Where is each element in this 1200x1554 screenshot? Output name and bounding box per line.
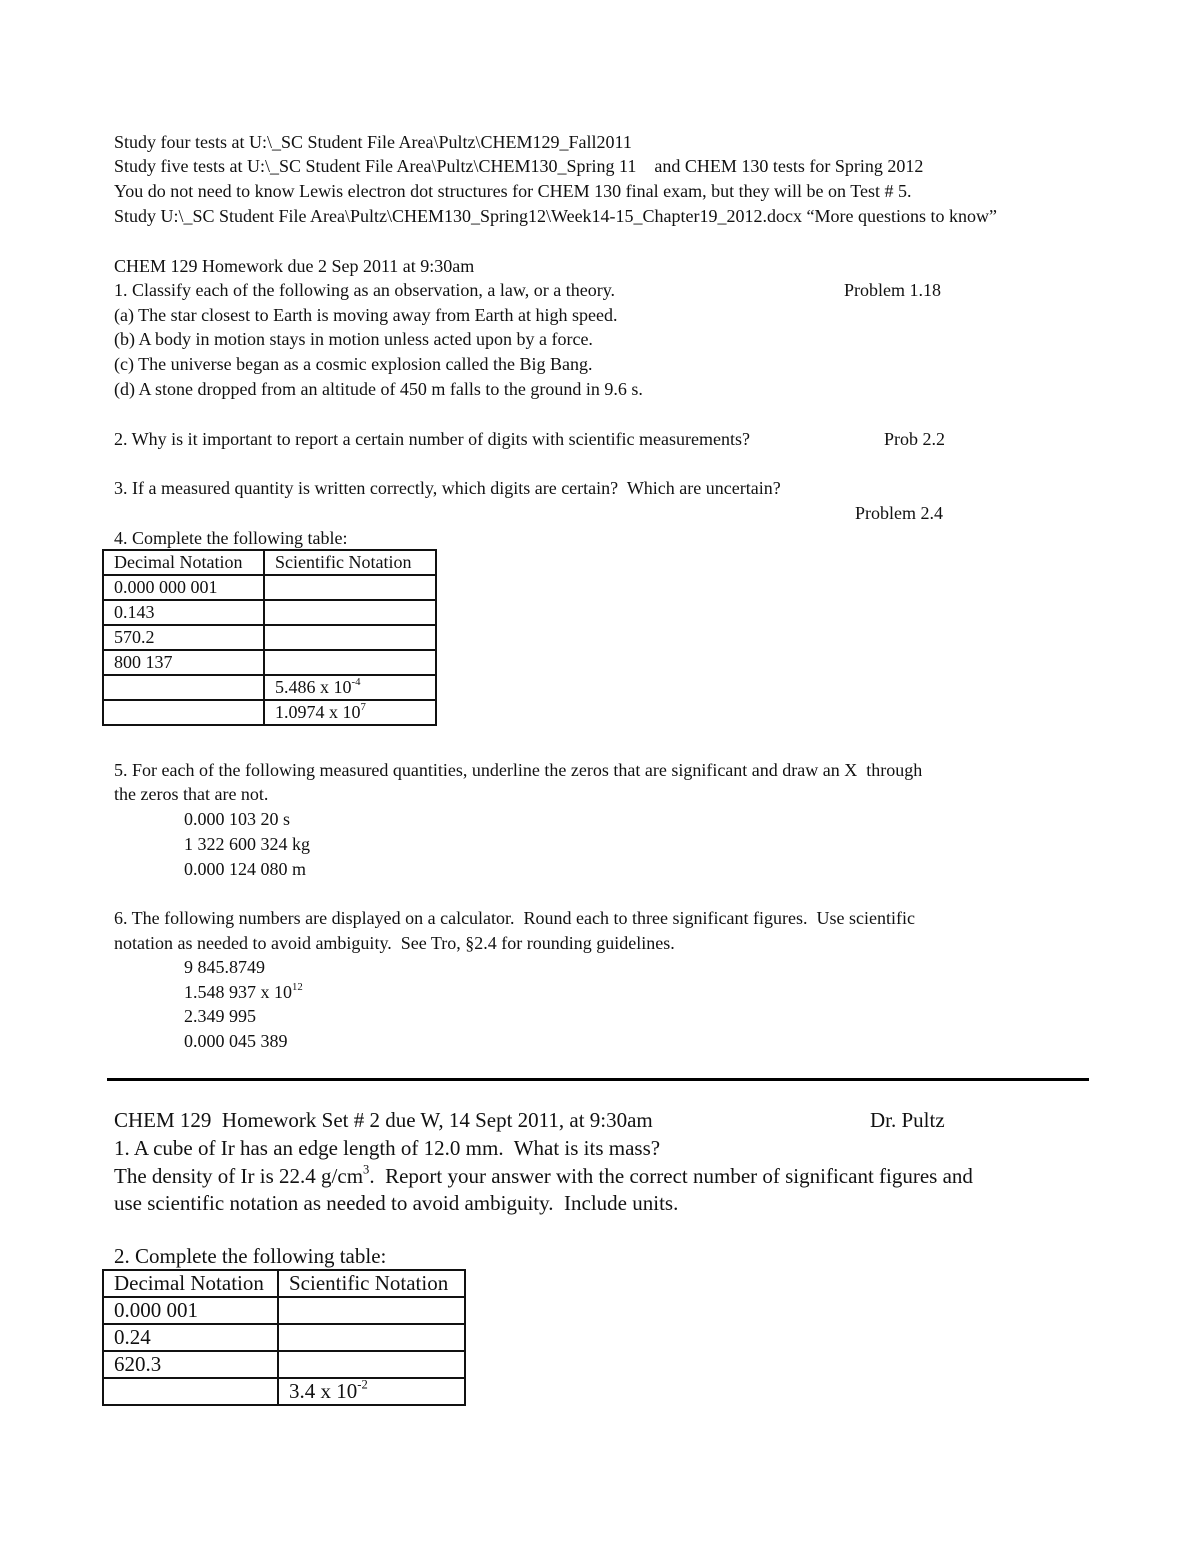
hw1-q6-line2: notation as needed to avoid ambiguity. See Tro, §2.4 for rounding guidelines. (114, 933, 675, 953)
hw1-q3-text: 3. If a measured quantity is written correctly, which digits are certain? Which are uncertain? (114, 478, 781, 498)
hw1-q3-ref: Problem 2.4 (855, 503, 943, 523)
table-row (103, 600, 436, 625)
table-row (103, 650, 436, 675)
hw2-q1-line2: The density of Ir is 22.4 $g/cm^3$. Report your answer with the correct number of significant figures and (114, 1162, 973, 1188)
hw1-q6-item-3: 2.349 995 (184, 1006, 256, 1026)
table-row (103, 675, 436, 700)
scientific-cell (278, 1324, 465, 1351)
scientific-cell (264, 625, 436, 650)
scientific-cell: 1.0974 x $10^7$ (264, 700, 436, 725)
decimal-cell: 0.143 (103, 600, 264, 625)
study-note-2: Study five tests at U:\_SC Student File Area\Pultz\CHEM130_Spring 11 and CHEM 130 tests for Spring 2012 (114, 156, 924, 176)
study-note-1: Study four tests at U:\_SC Student File Area\Pultz\CHEM129_Fall2011 (114, 132, 632, 152)
scientific-cell: 5.486 x $10^{-4}$ (264, 675, 436, 700)
hw2-author: Dr. Pultz (870, 1108, 945, 1132)
study-note-3: You do not need to know Lewis electron dot structures for CHEM 130 final exam, but they will be on Test # 5. (114, 181, 912, 201)
table-header-cell: Decimal Notation (103, 1270, 278, 1297)
decimal-cell (103, 675, 264, 700)
hw1-q5-line2: the zeros that are not. (114, 784, 269, 804)
hw1-q1-item-d: (d) A stone dropped from an altitude of 450 m falls to the ground in 9.6 s. (114, 379, 643, 399)
hw1-q1-item-a: (a) The star closest to Earth is moving away from Earth at high speed. (114, 305, 618, 325)
table-header-cell: Scientific Notation (264, 550, 436, 575)
table-row (103, 1297, 465, 1324)
decimal-cell: 620.3 (103, 1351, 278, 1378)
decimal-cell (103, 700, 264, 725)
table-row (103, 625, 436, 650)
hw1-q6-item-1: 9 845.8749 (184, 957, 265, 977)
hw1-q5-item-1: 0.000 103 20 s (184, 809, 291, 829)
hw2-notation-table (102, 1269, 466, 1406)
decimal-cell (103, 1378, 278, 1405)
table-header-cell: Scientific Notation (278, 1270, 465, 1297)
hw1-q1-item-c: (c) The universe began as a cosmic explosion called the Big Bang. (114, 354, 593, 374)
table-header-row (103, 550, 436, 575)
hw1-q5-line1: 5. For each of the following measured quantities, underline the zeros that are significant and draw an X through (114, 760, 923, 780)
hw1-q1-item-b: (b) A body in motion stays in motion unless acted upon by a force. (114, 329, 593, 349)
hw2-title: CHEM 129 Homework Set # 2 due W, 14 Sept 2011, at 9:30am (114, 1108, 653, 1132)
hw2-q1-line3: use scientific notation as needed to avoid ambiguity. Include units. (114, 1191, 679, 1215)
decimal-cell: 800 137 (103, 650, 264, 675)
study-note-4: Study U:\_SC Student File Area\Pultz\CHEM130_Spring12\Week14-15_Chapter19_2012.docx “More questions to know” (114, 206, 997, 226)
hw2-q2-text: 2. Complete the following table: (114, 1244, 387, 1268)
scientific-cell (278, 1351, 465, 1378)
hw1-q5-item-3: 0.000 124 080 m (184, 859, 307, 879)
hw1-title: CHEM 129 Homework due 2 Sep 2011 at 9:30am (114, 256, 475, 276)
hw1-q6-item-2: 1.548 937 x $10^{12}$ (184, 980, 303, 1002)
decimal-cell: 0.24 (103, 1324, 278, 1351)
hw1-q5-item-2: 1 322 600 324 kg (184, 834, 310, 854)
scientific-cell (264, 575, 436, 600)
hw1-q6-item-4: 0.000 045 389 (184, 1031, 288, 1051)
table-row (103, 575, 436, 600)
table-row (103, 1324, 465, 1351)
scientific-cell (264, 650, 436, 675)
decimal-cell: 570.2 (103, 625, 264, 650)
hw1-q1-ref: Problem 1.18 (844, 280, 941, 300)
hw1-q1-text: 1. Classify each of the following as an observation, a law, or a theory. (114, 280, 616, 300)
table-row (103, 700, 436, 725)
hw2-q1-line1: 1. A cube of Ir has an edge length of 12.0 mm. What is its mass? (114, 1136, 661, 1160)
scientific-cell (278, 1297, 465, 1324)
table-header-row (103, 1270, 465, 1297)
hw1-q6-line1: 6. The following numbers are displayed on a calculator. Round each to three significant figures. Use scientific (114, 908, 915, 928)
hw1-notation-table (102, 549, 437, 726)
scientific-cell (264, 600, 436, 625)
decimal-cell: 0.000 000 001 (103, 575, 264, 600)
table-header-cell: Decimal Notation (103, 550, 264, 575)
hw1-q2-ref: Prob 2.2 (884, 429, 946, 449)
scientific-cell: 3.4 x $10^{-2}$ (278, 1378, 465, 1405)
table-row (103, 1378, 465, 1405)
section-divider (107, 1078, 1089, 1081)
decimal-cell: 0.000 001 (103, 1297, 278, 1324)
hw1-q4-text: 4. Complete the following table: (114, 528, 348, 548)
hw1-q2-text: 2. Why is it important to report a certain number of digits with scientific measurements? (114, 429, 751, 449)
table-row (103, 1351, 465, 1378)
